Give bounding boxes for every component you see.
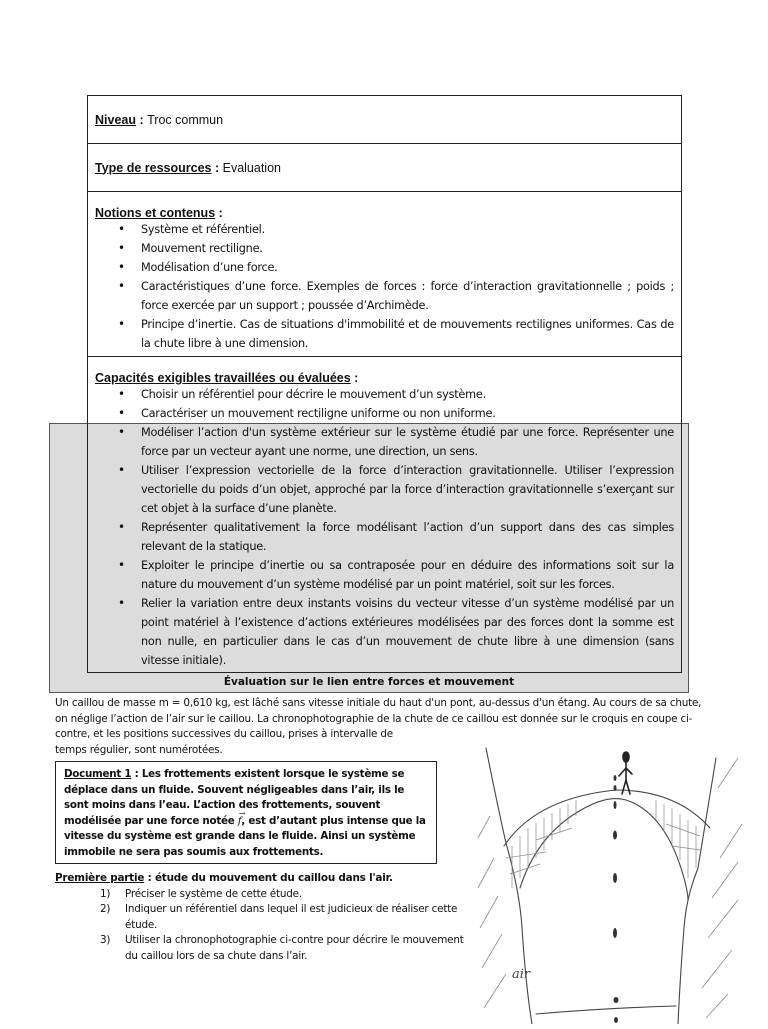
capacites-list	[95, 385, 674, 670]
list-item: • Représenter qualitativement la force modélisant l’action d’un support dans des cas simples relevant de la statique.	[95, 518, 674, 556]
document-1-label: Document 1	[64, 768, 132, 780]
question-item	[55, 887, 475, 903]
list-item: • Exploiter le principe d’inertie ou sa contraposée pour en déduire des informations soit sur la nature du mouvement d’un système modélisé par un point matériel, soit sur les forces.	[95, 556, 674, 594]
notions-heading	[95, 192, 674, 220]
notions-row	[88, 192, 681, 357]
intro-paragraph-end: temps régulier, sont numérotées.	[55, 743, 223, 756]
capacites-row	[88, 357, 681, 672]
first-part-label: Première partie	[55, 872, 145, 884]
niveau-value: Troc commun	[147, 112, 224, 127]
question-number: 3)	[100, 934, 111, 946]
type-ressources-label: Type de ressources	[95, 160, 212, 175]
list-item: • Principe d’inertie. Cas de situations d'immobilité et de mouvements rectilignes uniformes. Cas de la chute libre à une dimension.	[95, 315, 674, 353]
first-part-heading	[55, 871, 475, 887]
list-item: • Modéliser l’action d'un système extérieur sur le système étudié par une force. Représenter une force par un vecteur ayant une norme, une direction, un sens.	[95, 423, 674, 461]
question-number: 1)	[100, 887, 111, 900]
type-ressources-value: Evaluation	[222, 160, 281, 175]
capacites-heading	[95, 357, 674, 385]
list-item: • Caractériser un mouvement rectiligne uniforme ou non uniforme.	[95, 404, 674, 423]
niveau-label: Niveau	[95, 112, 136, 127]
resource-info-table	[87, 95, 682, 673]
question-text: Indiquer un référentiel dans lequel il est judicieux de réaliser cette étude.	[125, 903, 458, 931]
notions-label: Notions et contenus	[95, 206, 216, 220]
question-text: Utiliser la chronophotographie ci-contre pour décrire le mouvement du caillou lors de sa chute dans l’air.	[125, 934, 464, 962]
list-item: • Modélisation d’une force.	[95, 258, 674, 277]
document-1-text-a: : Les frottements existent lorsque le système se déplace dans un fluide. Souvent négligeables dans l’air, ils le sont moins dans l’eau. L’action des frottements, souvent modélisée par une force notée	[64, 768, 405, 827]
colon: :	[350, 371, 359, 385]
list-item: • Utiliser l’expression vectorielle de la force d’interaction gravitationnelle. Utiliser l’expression vectorielle du poids d’un objet, approché par la force d’interaction gravitationnelle s’exerçant sur cet objet à la surface d’une planète.	[95, 461, 674, 518]
evaluation-title: Évaluation sur le lien entre forces et mouvement	[223, 676, 515, 688]
colon: :	[211, 160, 223, 175]
first-part-section	[55, 871, 475, 964]
list-item: • Relier la variation entre deux instants voisins du vecteur vitesse d’un système modélisé par un point matériel à l’existence d’actions extérieures modélisées par des forces dont la somme est non nulle, en particulier dans le cas d’un mouvement de chute libre à une dimension (sans vitesse initiale).	[95, 594, 674, 670]
force-f-letter: f	[237, 814, 242, 827]
force-f-symbol	[237, 808, 246, 827]
list-item: • Mouvement rectiligne.	[95, 239, 674, 258]
first-part-title: : étude du mouvement du caillou dans l'air.	[144, 872, 393, 884]
notions-list	[95, 220, 674, 353]
question-number: 2)	[100, 903, 111, 915]
vector-arrow-icon: →	[238, 808, 246, 818]
document-1-box	[55, 761, 437, 864]
document-1-text-b: , est d’autant plus intense que la vitesse du système est grande dans le fluide. Ainsi un système immobile ne sera pas soumis aux frottements.	[64, 814, 426, 858]
list-item: • Caractéristiques d’une force. Exemples de forces : force d’interaction gravitationnelle ; poids ; force exercée par un support ; poussée d’Archimède.	[95, 277, 674, 315]
colon: :	[136, 112, 148, 127]
niveau-row	[88, 96, 681, 144]
questions-list	[55, 887, 475, 965]
bridge-sketch-figure	[476, 728, 768, 1024]
capacites-label: Capacités exigibles travaillées ou évaluées	[95, 371, 351, 385]
air-label: air	[512, 967, 531, 982]
list-item: • Choisir un référentiel pour décrire le mouvement d’un système.	[95, 385, 674, 404]
colon: :	[215, 206, 223, 220]
type-ressources-row	[88, 144, 681, 192]
list-item: • Système et référentiel.	[95, 220, 674, 239]
question-item	[55, 933, 475, 964]
intro-paragraph: Un caillou de masse m = 0,610 kg, est lâché sans vitesse initiale du haut d'un pont, au-dessus d'un étang. Au cours de sa chute, on néglige l’action de l’air sur le caillou. La chronophotographie de la chute de ce caillou est donnée sur le croquis en coupe ci-contre, et les positions successives du caillou, prises à intervalle de	[55, 697, 702, 740]
bridge-drawing-icon	[476, 728, 768, 1024]
question-text: Préciser le système de cette étude.	[125, 887, 302, 900]
question-item	[55, 902, 475, 933]
